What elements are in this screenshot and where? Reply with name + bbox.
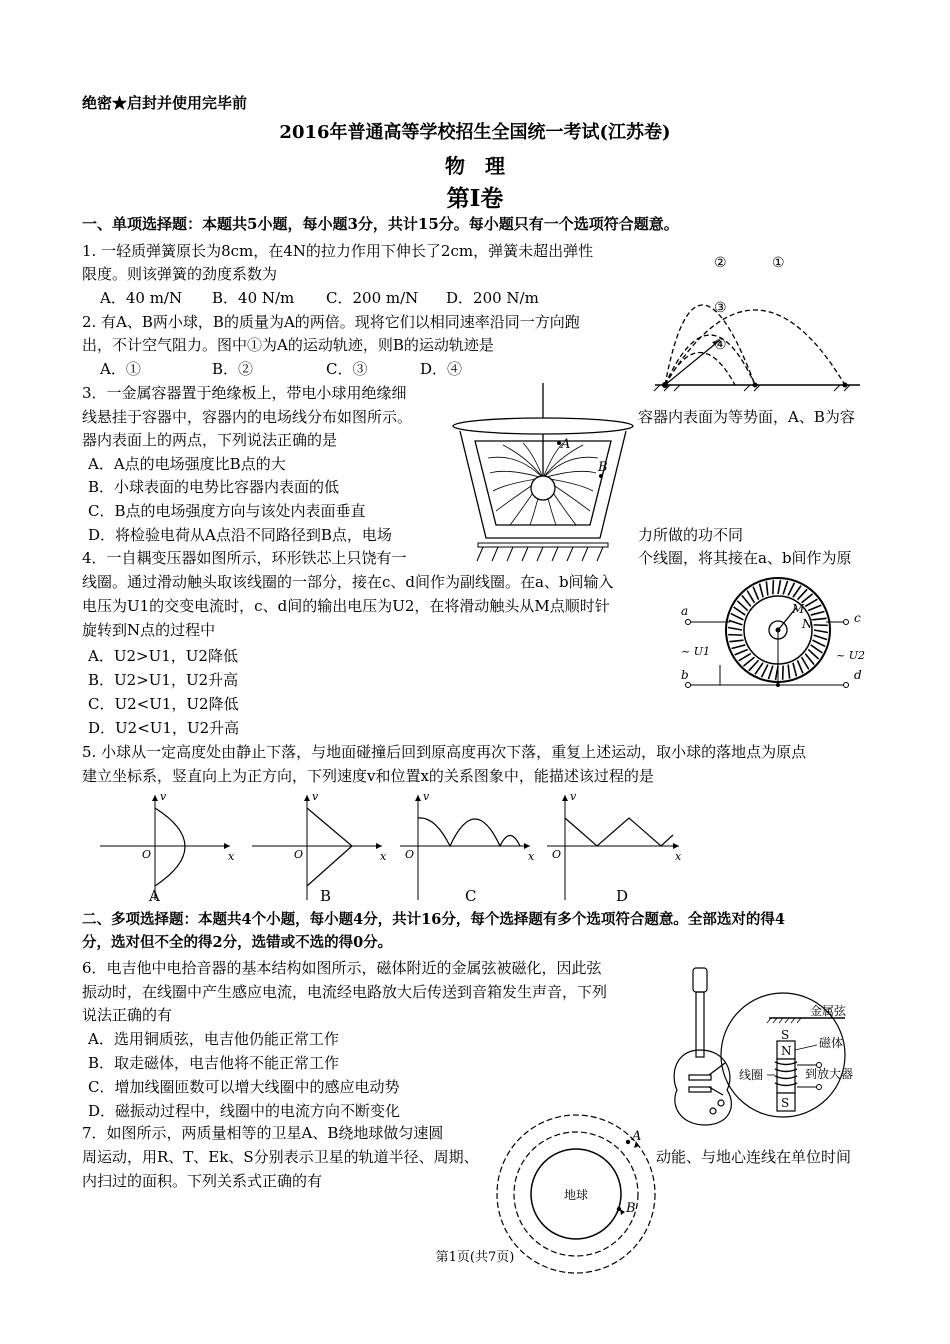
volume-title: 第Ⅰ卷 — [446, 185, 504, 212]
q6-option-c: C．增加线圈匝数可以增大线圈中的感应电动势 — [88, 1078, 400, 1096]
q7-fig-label-earth: 地球 — [564, 1188, 589, 1202]
q3-option-d: D．将检验电荷从A点沿不同路径到B点，电场 — [88, 526, 392, 544]
coil-winding — [805, 599, 817, 606]
q5-letter-d: D — [616, 887, 629, 905]
q6-option-a: A．选用铜质弦，电吉他仍能正常工作 — [88, 1030, 339, 1048]
q2-option-a: A．① — [100, 360, 141, 378]
q3-option-b: B．小球表面的电势比容器内表面的低 — [88, 478, 340, 496]
q5-graph-c-x: x — [528, 850, 535, 863]
coil-winding — [788, 665, 790, 679]
coil-winding — [808, 605, 821, 610]
q4-fig-label-b: b — [681, 668, 689, 682]
q1-option-b: B．40 N/m — [212, 289, 295, 307]
q1-option-d: D．200 N/m — [446, 289, 539, 307]
q4-line1b: 个线圈，将其接在a、b间作为原 — [638, 549, 852, 567]
subject-title: 物 理 — [445, 154, 505, 178]
coil-winding — [811, 645, 823, 653]
coil-winding — [793, 586, 801, 598]
q4-fig-label-a: a — [681, 604, 689, 618]
coil-winding — [788, 583, 794, 596]
q6-fig-label-s-top: S — [781, 1028, 790, 1042]
q3-option-d-cont: 力所做的功不同 — [638, 526, 744, 544]
q5-letter-c: C — [465, 887, 477, 905]
q5-line2: 建立坐标系，竖直向上为正方向，下列速度v和位置x的关系图象中，能描述该过程的是 — [82, 767, 654, 785]
coil-winding — [793, 663, 797, 677]
q2-option-c: C．③ — [326, 360, 368, 378]
q3-line2b: 容器内表面为等势面，A、B为容 — [638, 408, 855, 426]
q6-guitar-figure — [665, 965, 875, 1130]
coil-winding — [808, 649, 818, 659]
q2-fig-label-4: ④ — [714, 337, 727, 353]
q5-graph-d-o: O — [552, 848, 562, 861]
q6-fig-label-s: S — [781, 1096, 790, 1110]
q5-graph-b-x: x — [380, 850, 387, 863]
q6-option-d: D．磁振动过程中，线圈中的电流方向不断变化 — [88, 1102, 401, 1120]
coil-winding — [728, 628, 742, 630]
coil-winding — [783, 581, 787, 594]
q1-option-a: A．40 m/N — [100, 289, 183, 307]
q5-line1: 5. 小球从一定高度处由静止下落，与地面碰撞后回到原高度再次下落，重复上述运动，取小球的落地点为原点 — [82, 743, 807, 761]
q5-graph-a-x: x — [228, 850, 235, 863]
coil-winding — [731, 614, 744, 620]
q6-fig-label-string: 金属弦 — [810, 1004, 847, 1018]
section2-line1: 二、多项选择题：本题共4个小题，每小题4分，共计16分，每个选择题有多个选项符合题意。全部选对的得4 — [82, 911, 785, 928]
q3-option-c: C．B点的电场强度方向与该处内表面垂直 — [88, 502, 366, 520]
q7-fig-label-a: A — [632, 1129, 642, 1144]
coil-winding — [742, 595, 751, 606]
coil-winding — [811, 612, 825, 616]
coil-winding — [762, 665, 768, 678]
coil-winding — [737, 601, 747, 611]
q4-option-d: D．U2<U1，U2升高 — [88, 719, 240, 737]
q7-line2a: 周运动，用R、T、Ek、S分别表示卫星的轨道半径、周期、 — [82, 1148, 479, 1166]
coil-winding — [814, 635, 827, 639]
coil-winding — [813, 640, 826, 646]
coil-winding — [814, 630, 828, 632]
q4-option-b: B．U2>U1，U2升高 — [88, 671, 239, 689]
coil-winding — [797, 660, 802, 673]
coil-winding — [797, 589, 807, 599]
q3-line2a: 线悬挂于容器中，容器内的电场线分布如图所示。 — [82, 408, 413, 426]
coil-winding — [778, 580, 780, 594]
coil-winding — [805, 654, 814, 665]
q5-letter-a: A — [149, 887, 160, 905]
q4-fig-label-m: M — [792, 602, 805, 616]
exam-title: 2016年普通高等学校招生全国统一考试(江苏卷) — [279, 122, 671, 143]
q4-option-a: A．U2>U1，U2降低 — [88, 647, 238, 665]
q4-fig-label-d: d — [854, 668, 862, 682]
q5-graph-a-v: v — [160, 790, 167, 803]
section2-line2: 分，选对但不全的得2分，选错或不选的得0分。 — [82, 934, 393, 951]
coil-winding — [735, 649, 748, 654]
q1-option-c: C．200 m/N — [326, 289, 419, 307]
page-footer: 第1页(共7页) — [435, 1250, 515, 1265]
coil-winding — [749, 660, 759, 670]
q3-option-a: A．A点的电场强度比B点的大 — [88, 455, 286, 473]
q7-line1a: 7．如图所示，两质量相等的卫星A、B绕地球做匀速圆 — [82, 1124, 444, 1142]
coil-winding — [766, 581, 768, 595]
section1-heading: 一、单项选择题：本题共5小题，每小题3分，共计15分。每小题只有一个选项符合题意。 — [82, 215, 679, 233]
q1-line2: 限度。则该弹簧的劲度系数为 — [82, 265, 278, 283]
q5-graph-b-v: v — [312, 790, 319, 803]
coil-winding — [747, 591, 754, 603]
coil-winding — [739, 654, 751, 661]
coil-winding — [760, 584, 764, 598]
q2-fig-label-3: ③ — [714, 300, 727, 316]
q6-fig-label-magnet: 磁体 — [819, 1036, 844, 1050]
q4-fig-label-c: c — [854, 611, 861, 625]
coil-winding — [732, 645, 746, 649]
q6-line1: 6．电吉他中电拾音器的基本结构如图所示，磁体附近的金属弦被磁化，因此弦 — [82, 959, 602, 977]
confidential-notice: 绝密★启封并使用完毕前 — [82, 94, 248, 112]
q6-fig-label-n: N — [781, 1044, 792, 1058]
coil-winding — [753, 587, 758, 600]
q4-line2: 线圈。通过滑动触头取该线圈的一部分，接在c、d间作为副线圈。在a、b间输入 — [82, 573, 614, 591]
q2-trajectory-figure — [650, 245, 870, 395]
q6-option-b: B．取走磁体，电吉他将不能正常工作 — [88, 1054, 340, 1072]
q5-letter-b: B — [320, 887, 332, 905]
q7-line3: 内扫过的面积。下列关系式正确的有 — [82, 1172, 323, 1190]
q1-line1: 1. 一轻质弹簧原长为8cm，在4N的拉力作用下伸长了2cm，弹簧未超出弹性 — [82, 242, 594, 260]
q7-fig-label-b: B — [626, 1201, 636, 1216]
q4-fig-label-n: N — [802, 617, 813, 631]
q3-line3: 器内表面上的两点，下列说法正确的是 — [82, 431, 338, 449]
coil-winding — [729, 640, 743, 642]
q3-line1: 3．一金属容器置于绝缘板上，带电小球用绝缘细 — [82, 384, 407, 402]
q5-graph-c-v: v — [423, 790, 430, 803]
coil-winding — [743, 657, 754, 666]
q4-line1a: 4．一自耦变压器如图所示，环形铁芯上只饶有一 — [82, 549, 407, 567]
q3-fig-label-a: A — [561, 437, 571, 452]
coil-winding — [755, 663, 763, 675]
q4-fig-label-u2: ~ U2 — [836, 649, 865, 662]
q2-line1: 2. 有A、B两小球，B的质量为A的两倍。现将它们以相同速率沿同一方向跑 — [82, 313, 580, 331]
q2-line2: 出，不计空气阻力。图中①为A的运动轨迹，则B的运动轨迹是 — [82, 336, 494, 354]
q2-fig-label-1: ① — [772, 255, 785, 271]
q6-fig-label-amp: 到放大器 — [805, 1067, 854, 1081]
q6-fig-label-coil: 线圈 — [739, 1068, 764, 1082]
q3-fig-label-b: B — [598, 460, 608, 475]
q3-container-figure — [448, 383, 638, 568]
q5-graph-b-o: O — [294, 848, 304, 861]
coil-winding — [729, 620, 742, 624]
q6-line3: 说法正确的有 — [82, 1006, 173, 1024]
q2-fig-label-2: ② — [714, 255, 727, 271]
q7-line2b: 动能、与地心连线在单位时间 — [656, 1148, 852, 1166]
q2-option-d: D．④ — [420, 360, 463, 378]
q4-option-c: C．U2<U1，U2降低 — [88, 695, 239, 713]
q5-graph-d-x: x — [675, 850, 682, 863]
q2-option-b: B．② — [212, 360, 254, 378]
coil-winding — [734, 607, 746, 615]
q5-graph-a — [100, 790, 240, 905]
coil-winding — [802, 657, 809, 669]
q5-graph-a-o: O — [142, 848, 152, 861]
q4-line3: 电压为U1的交变电流时，c、d间的输出电压为U2，在将滑动触头从M点顺时针 — [82, 597, 610, 615]
q4-line4: 旋转到N点的过程中 — [82, 621, 216, 639]
q5-graph-d-v: v — [570, 790, 577, 803]
q6-line2: 振动时，在线圈中产生感应电流，电流经电路放大后传送到音箱发生声音，下列 — [82, 983, 608, 1001]
q5-graph-c-o: O — [405, 848, 415, 861]
coil-winding — [813, 618, 827, 620]
coil-winding — [768, 666, 772, 679]
q4-transformer-figure — [678, 575, 873, 690]
q4-fig-label-u1: ~ U1 — [681, 645, 710, 658]
